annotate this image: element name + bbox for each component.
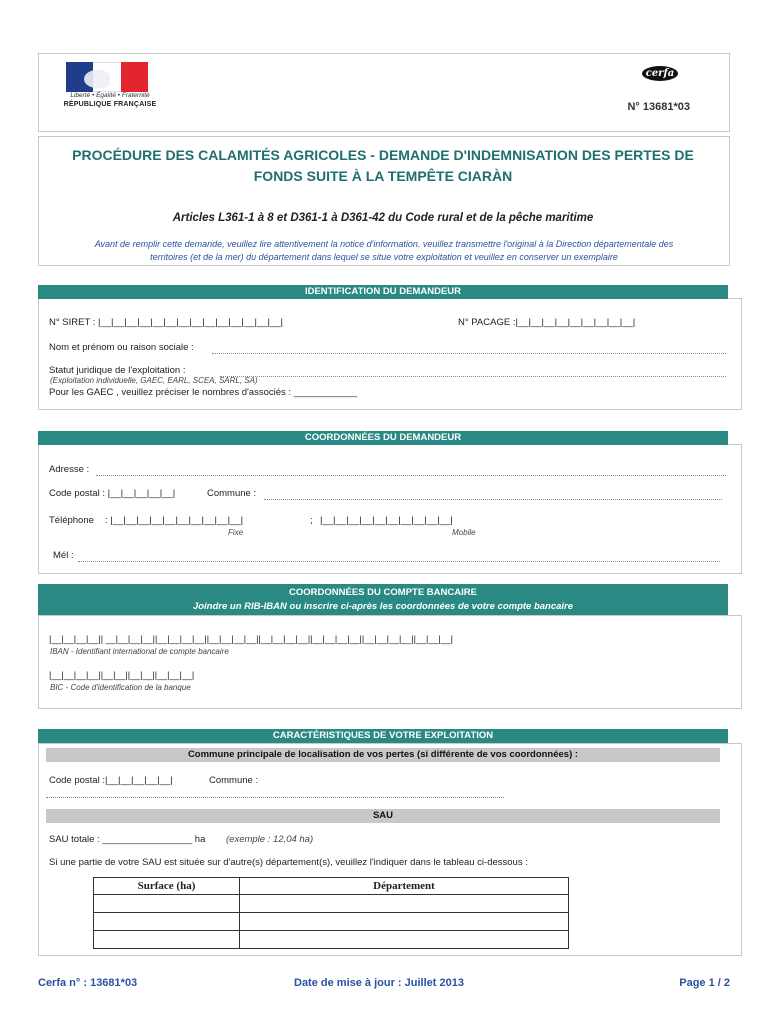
table-row	[94, 913, 569, 931]
mel-input[interactable]	[78, 550, 720, 562]
footer-page-number: Page 1 / 2	[679, 977, 730, 989]
mobile-caption: Mobile	[452, 528, 476, 537]
nom-label: Nom et prénom ou raison sociale :	[49, 342, 194, 353]
table-header-row	[94, 878, 569, 895]
form-title-line2: FONDS SUITE À LA TEMPÊTE CIARÀN	[253, 168, 513, 184]
statut-label: Statut juridique de l'exploitation :	[49, 365, 186, 376]
form-title-line1: PROCÉDURE DES CALAMITÉS AGRICOLES - DEMANDE D'INDEMNISATION DES PERTES DE	[72, 147, 694, 163]
cerfa-logo: cerfa	[642, 66, 678, 81]
surface-cell[interactable]	[94, 913, 240, 931]
telephone-label: Téléphone	[49, 515, 94, 526]
bic-caption: BIC - Code d'identification de la banque	[50, 683, 191, 692]
sau-question: Si une partie de votre SAU est située sur d'autre(s) département(s), veuillez l'indiquer dans le tableau ci-dessous :	[49, 857, 528, 868]
surface-header: Surface (ha)	[94, 878, 240, 895]
commune-label: Commune :	[207, 488, 257, 499]
siret-field[interactable]: N° SIRET : |__|__|__|__|__|__|__|__|__|__|__|__|__|__|	[49, 317, 283, 328]
surface-cell[interactable]	[94, 931, 240, 949]
sau-example: (exemple : 12,04 ha)	[226, 834, 314, 845]
coordonnees-heading: COORDONNÉES DU DEMANDEUR	[38, 431, 728, 445]
departement-cell[interactable]	[240, 913, 569, 931]
pertes-commune-label: Commune :	[209, 775, 259, 786]
bic-field[interactable]: |__|__|__|__||__|__||__|__||__|__|__|	[49, 670, 195, 680]
telephone-mobile-field[interactable]: |__|__|__|__|__|__|__|__|__|__|	[320, 515, 453, 526]
table-row	[94, 895, 569, 913]
nom-input[interactable]	[212, 342, 726, 354]
departements-table	[93, 877, 569, 949]
iban-field[interactable]: |__|__|__|__|| __|__|__|__||__|__|__|__||__|__|__|__||__|__|__|__||__|__|__|__||__|__|__|__||__|__|__|	[49, 634, 454, 644]
surface-cell[interactable]	[94, 895, 240, 913]
departement-header: Département	[240, 878, 569, 895]
pertes-code-postal-field[interactable]: Code postal :|__|__|__|__|__|	[49, 775, 173, 786]
code-postal-field[interactable]: Code postal : |__|__|__|__|__|	[49, 488, 176, 499]
notice-line-1: Avant de remplir cette demande, veuillez lire attentivement la notice d'information. veuillez transmettre l'original à la Direction départementale des	[94, 239, 674, 249]
bancaire-heading-block	[38, 584, 728, 615]
iban-caption: IBAN - Identifiant international de compte bancaire	[50, 647, 229, 656]
footer-update-date: Date de mise à jour : Juillet 2013	[294, 977, 464, 989]
identification-heading: IDENTIFICATION DU DEMANDEUR	[38, 285, 728, 299]
sau-totale-field[interactable]: SAU totale : _________________ ha	[49, 834, 206, 845]
notice-line-2: territoires (et de la mer) du département dans lequel se situe votre exploitation et veuillez en conserver un exemplaire	[150, 252, 618, 262]
republic-name: RÉPUBLIQUE FRANÇAISE	[63, 101, 157, 108]
legal-articles: Articles L361-1 à 8 et D361-1 à D361-42 du Code rural et de la pêche maritime	[172, 212, 594, 224]
bancaire-heading: COORDONNÉES DU COMPTE BANCAIRE	[289, 587, 477, 598]
commune-input[interactable]	[264, 488, 722, 500]
instructions-notice	[46, 238, 722, 264]
adresse-input[interactable]	[96, 464, 726, 476]
adresse-label: Adresse :	[49, 464, 90, 475]
bancaire-section	[38, 615, 742, 709]
commune-pertes-bar: Commune principale de localisation de vos pertes (si différente de vos coordonnées) :	[46, 748, 720, 762]
statut-input[interactable]	[220, 365, 726, 377]
telephone-separator: ;	[310, 515, 313, 526]
gaec-associes-field[interactable]: Pour les GAEC , veuillez préciser le nombres d'associés : ____________	[49, 387, 358, 398]
footer-cerfa-number: Cerfa n° : 13681*03	[38, 977, 138, 989]
republic-motto: Liberté • Égalité • Fraternité	[70, 92, 150, 99]
statut-hint: (Exploitation individuelle, GAEC, EARL, SCEA, SARL, SA)	[50, 376, 258, 385]
bancaire-subheading: Joindre un RIB-IBAN ou inscrire ci-après les coordonnées de votre compte bancaire	[192, 601, 574, 612]
mel-label: Mél :	[53, 550, 74, 561]
telephone-fixe-field[interactable]: : |__|__|__|__|__|__|__|__|__|__|	[105, 515, 244, 526]
table-row	[94, 931, 569, 949]
departement-cell[interactable]	[240, 895, 569, 913]
form-number: N° 13681*03	[627, 101, 690, 113]
fixe-caption: Fixe	[228, 528, 244, 537]
pacage-field[interactable]: N° PACAGE :|__|__|__|__|__|__|__|__|__|	[458, 317, 636, 328]
sau-bar: SAU	[46, 809, 720, 823]
departement-cell[interactable]	[240, 931, 569, 949]
marianne-logo	[66, 62, 148, 92]
exploitation-heading: CARACTÉRISTIQUES DE VOTRE EXPLOITATION	[38, 729, 728, 743]
pertes-commune-input[interactable]	[46, 788, 504, 798]
